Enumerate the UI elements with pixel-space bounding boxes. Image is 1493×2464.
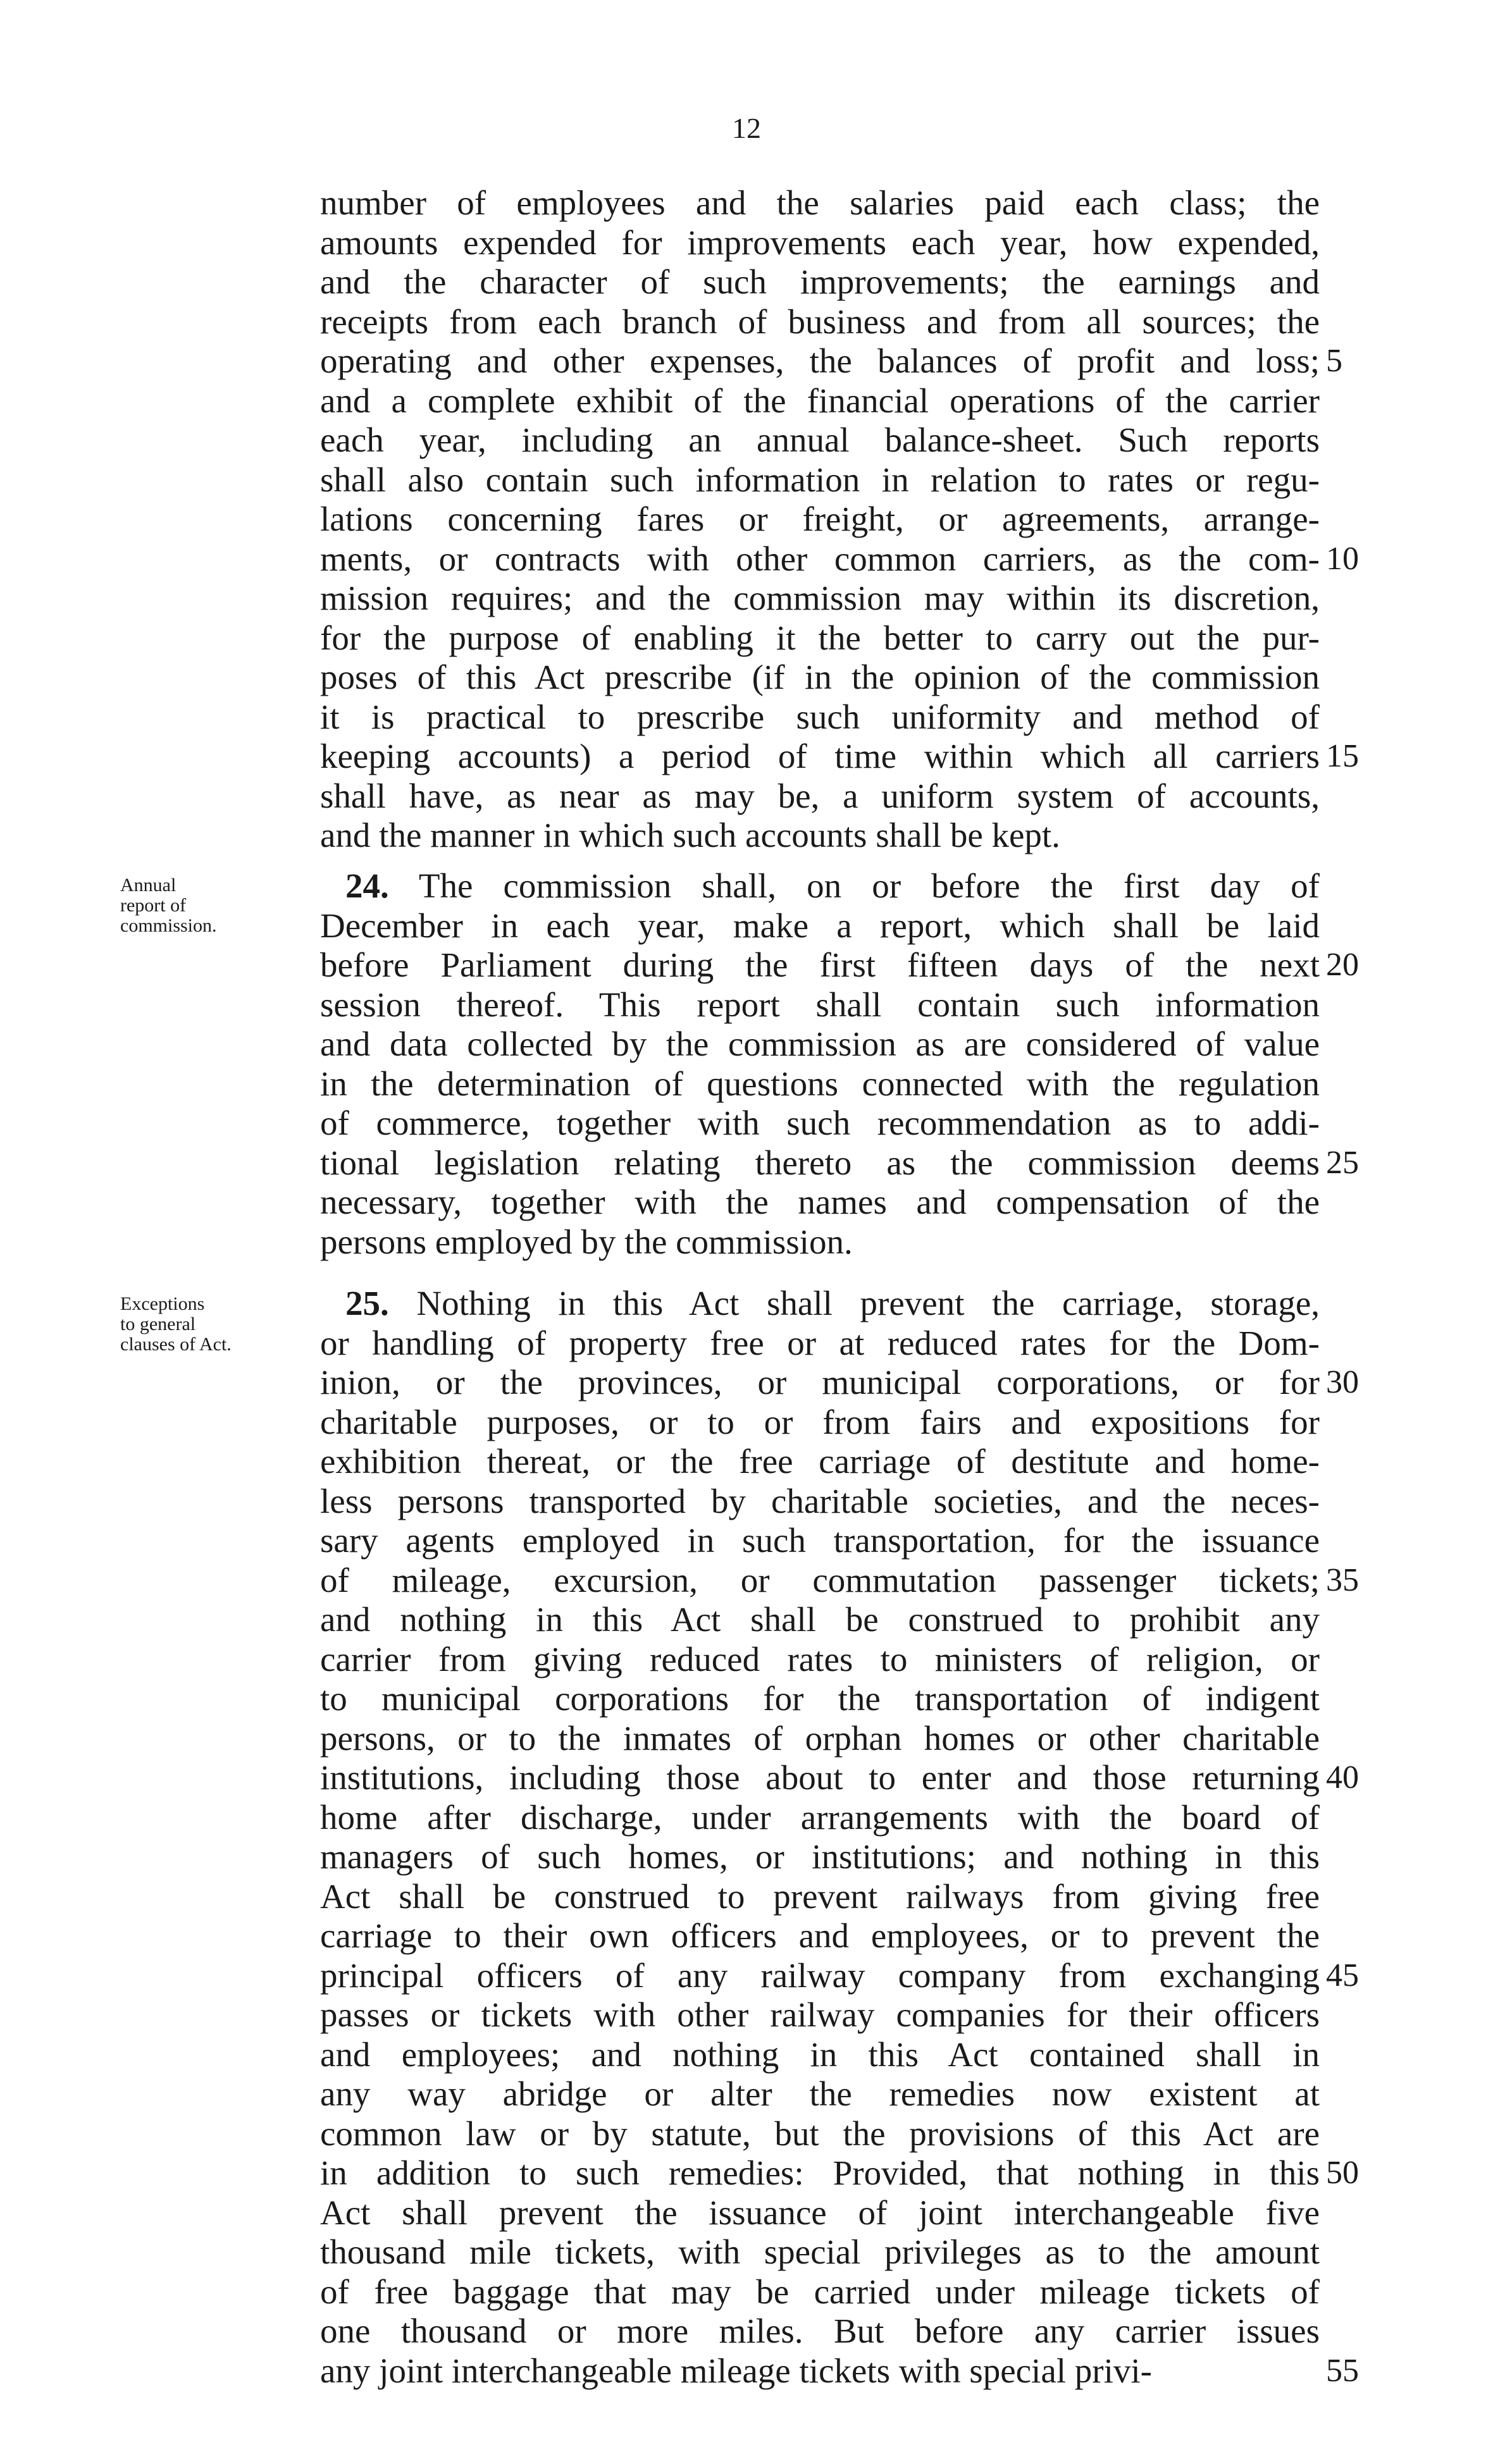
line-text: shall have, as near as may be, a uniform system of accounts, bbox=[320, 776, 1320, 815]
text-line bbox=[320, 1183, 1320, 1223]
section-number: 24. bbox=[345, 866, 389, 905]
text-line bbox=[320, 302, 1320, 342]
line-text: session thereof. This report shall contain such information bbox=[320, 985, 1320, 1024]
side-note-line: clauses of Act. bbox=[120, 1334, 232, 1355]
line-text: of commerce, together with such recommendation as to addi- bbox=[320, 1104, 1320, 1142]
text-line bbox=[320, 1064, 1320, 1104]
side-note-line: report of bbox=[120, 895, 187, 916]
text-line bbox=[320, 906, 1320, 946]
text-line bbox=[320, 1560, 1359, 1601]
line-text: receipts from each branch of business and from all sources; the bbox=[320, 302, 1320, 341]
text-line bbox=[320, 381, 1320, 421]
line-text: and nothing in this Act shall be construed to prohibit any bbox=[320, 1600, 1320, 1639]
text-line bbox=[320, 183, 1320, 223]
line-number: 15 bbox=[1326, 738, 1359, 774]
line-text: and the manner in which such accounts shall be kept. bbox=[320, 816, 1060, 854]
text-line bbox=[320, 1143, 1359, 1183]
side-note-line: to general bbox=[120, 1314, 196, 1334]
text-line bbox=[320, 1403, 1320, 1443]
line-text: shall also contain such information in relation to rates or regu- bbox=[320, 460, 1320, 499]
line-number: 5 bbox=[1326, 343, 1342, 379]
text-line bbox=[320, 1482, 1320, 1522]
text-line bbox=[320, 223, 1320, 263]
line-text: institutions, including those about to enter and those returning bbox=[320, 1758, 1320, 1797]
continued-text bbox=[320, 183, 1359, 856]
text-line bbox=[320, 1600, 1320, 1640]
text-line bbox=[320, 262, 1320, 302]
side-note bbox=[120, 1294, 310, 1355]
line-text: principal officers of any railway company from exchanging bbox=[320, 1956, 1320, 1995]
text-line bbox=[320, 1363, 1359, 1403]
line-text: persons employed by the commission. bbox=[320, 1222, 853, 1261]
text-line bbox=[320, 698, 1320, 737]
line-text: home after discharge, under arrangements with the board of bbox=[320, 1797, 1320, 1837]
line-text: ments, or contracts with other common carriers, as the com- bbox=[320, 539, 1320, 578]
side-note-line: Annual bbox=[120, 875, 177, 896]
text-line bbox=[320, 2312, 1320, 2351]
line-text: persons, or to the inmates of orphan homes or other charitable bbox=[320, 1718, 1320, 1758]
line-text: Nothing in this Act shall prevent the carriage, storage, bbox=[416, 1284, 1320, 1322]
line-number: 55 bbox=[1326, 2352, 1359, 2389]
line-text: number of employees and the salaries paid each class; the bbox=[320, 183, 1320, 222]
line-text: The commission shall, on or before the first day of bbox=[418, 866, 1320, 905]
line-text: poses of this Act prescribe (if in the opinion of the commission bbox=[320, 658, 1320, 696]
side-note bbox=[120, 875, 310, 936]
text-line bbox=[320, 1442, 1320, 1482]
text-line bbox=[320, 658, 1320, 698]
text-line bbox=[320, 1995, 1320, 2035]
line-text: and employees; and nothing in this Act contained shall in bbox=[320, 2035, 1320, 2074]
text-line bbox=[320, 421, 1320, 460]
line-text: each year, including an annual balance-sheet. Such reports bbox=[320, 421, 1320, 459]
line-number: 35 bbox=[1326, 1562, 1359, 1598]
text-line bbox=[320, 737, 1359, 777]
text-line bbox=[320, 2193, 1320, 2233]
text-line bbox=[320, 1025, 1320, 1064]
section-number: 25. bbox=[345, 1284, 389, 1322]
line-text: and the character of such improvements; the earnings and bbox=[320, 262, 1320, 301]
text-line bbox=[320, 1104, 1320, 1143]
line-text: operating and other expenses, the balances of profit and loss; bbox=[320, 342, 1320, 380]
line-text: any joint interchangeable mileage tickets with special privi- bbox=[320, 2351, 1152, 2390]
text-line bbox=[320, 1877, 1320, 1917]
text-line bbox=[320, 1223, 1320, 1262]
text-line bbox=[320, 619, 1320, 658]
side-note-line: commission. bbox=[120, 915, 217, 936]
text-line bbox=[320, 1956, 1359, 1996]
text-line bbox=[320, 1640, 1320, 1680]
text-line bbox=[320, 2233, 1320, 2272]
line-text: inion, or the provinces, or municipal corporations, or for bbox=[320, 1363, 1320, 1401]
line-text: of free baggage that may be carried under mileage tickets of bbox=[320, 2272, 1320, 2311]
text-line bbox=[320, 2153, 1359, 2193]
line-text: thousand mile tickets, with special privileges as to the amount bbox=[320, 2233, 1320, 2271]
line-text: in the determination of questions connected with the regulation bbox=[320, 1064, 1320, 1103]
text-line bbox=[320, 777, 1320, 816]
line-text: passes or tickets with other railway companies for their officers bbox=[320, 1995, 1320, 2034]
text-line bbox=[320, 1719, 1320, 1759]
text-line bbox=[320, 816, 1320, 856]
text-line bbox=[320, 2272, 1320, 2312]
side-note-line: Exceptions bbox=[120, 1293, 205, 1314]
line-text: to municipal corporations for the transportation of indigent bbox=[320, 1679, 1320, 1718]
line-text: tional legislation relating thereto as the commission deems bbox=[320, 1143, 1320, 1182]
line-number: 45 bbox=[1326, 1957, 1359, 1993]
text-line bbox=[320, 1521, 1320, 1561]
line-text: December in each year, make a report, which shall be laid bbox=[320, 906, 1320, 945]
line-text: Act shall be construed to prevent railways from giving free bbox=[320, 1876, 1320, 1916]
line-text: common law or by statute, but the provisions of this Act are bbox=[320, 2114, 1320, 2153]
text-line bbox=[320, 2035, 1320, 2075]
line-text: or handling of property free or at reduced rates for the Dom- bbox=[320, 1323, 1320, 1362]
line-text: in addition to such remedies: Provided, that nothing in this bbox=[320, 2153, 1320, 2192]
text-line bbox=[320, 1916, 1320, 1956]
line-text: Act shall prevent the issuance of joint interchangeable five bbox=[320, 2193, 1320, 2232]
line-text: carrier from giving reduced rates to ministers of religion, or bbox=[320, 1639, 1320, 1679]
text-line bbox=[320, 460, 1320, 500]
text-line bbox=[320, 946, 1359, 985]
line-text: and a complete exhibit of the financial operations of the carrier bbox=[320, 381, 1320, 420]
text-line bbox=[320, 1324, 1320, 1364]
line-text: any way abridge or alter the remedies now existent at bbox=[320, 2074, 1320, 2113]
text-line bbox=[320, 500, 1320, 539]
section-24-text bbox=[320, 866, 1359, 1262]
line-text: before Parliament during the first fifteen days of the next bbox=[320, 946, 1320, 984]
line-text: sary agents employed in such transportation, for the issuance bbox=[320, 1521, 1320, 1560]
section-25-text bbox=[320, 1284, 1359, 2391]
line-text: managers of such homes, or institutions; and nothing in this bbox=[320, 1837, 1320, 1876]
line-text: and data collected by the commission as are considered of value bbox=[320, 1025, 1320, 1063]
line-number: 50 bbox=[1326, 2155, 1359, 2191]
line-number: 10 bbox=[1326, 540, 1359, 577]
line-text: less persons transported by charitable societies, and the neces- bbox=[320, 1481, 1320, 1520]
text-line bbox=[320, 866, 1320, 906]
text-line bbox=[320, 342, 1342, 381]
text-line bbox=[320, 2074, 1320, 2114]
text-line bbox=[320, 2351, 1359, 2391]
text-line bbox=[320, 1679, 1320, 1719]
line-text: of mileage, excursion, or commutation passenger tickets; bbox=[320, 1560, 1320, 1599]
line-text: carriage to their own officers and employees, or to prevent the bbox=[320, 1916, 1320, 1955]
line-number: 40 bbox=[1326, 1759, 1359, 1796]
page-number: 12 bbox=[732, 112, 761, 144]
line-number: 25 bbox=[1326, 1144, 1359, 1181]
text-line bbox=[320, 1798, 1320, 1838]
text-line bbox=[320, 579, 1320, 619]
line-text: exhibition thereat, or the free carriage of destitute and home- bbox=[320, 1442, 1320, 1481]
text-line bbox=[320, 1837, 1320, 1877]
text-line bbox=[320, 1758, 1359, 1798]
line-text: keeping accounts) a period of time within which all carriers bbox=[320, 737, 1320, 775]
text-line bbox=[320, 1284, 1320, 1324]
line-text: mission requires; and the commission may within its discretion, bbox=[320, 579, 1320, 617]
text-line bbox=[320, 985, 1320, 1025]
line-number: 20 bbox=[1326, 947, 1359, 983]
line-text: for the purpose of enabling it the better to carry out the pur- bbox=[320, 618, 1320, 657]
line-text: lations concerning fares or freight, or agreements, arrange- bbox=[320, 500, 1320, 538]
line-text: it is practical to prescribe such uniformity and method of bbox=[320, 697, 1320, 736]
line-number: 30 bbox=[1326, 1364, 1359, 1400]
text-line bbox=[320, 539, 1359, 579]
line-text: amounts expended for improvements each year, how expended, bbox=[320, 223, 1320, 262]
text-line bbox=[320, 2114, 1320, 2154]
line-text: one thousand or more miles. But before any carrier issues bbox=[320, 2312, 1320, 2350]
line-text: charitable purposes, or to or from fairs and expositions for bbox=[320, 1402, 1320, 1441]
line-text: necessary, together with the names and compensation of the bbox=[320, 1183, 1320, 1221]
